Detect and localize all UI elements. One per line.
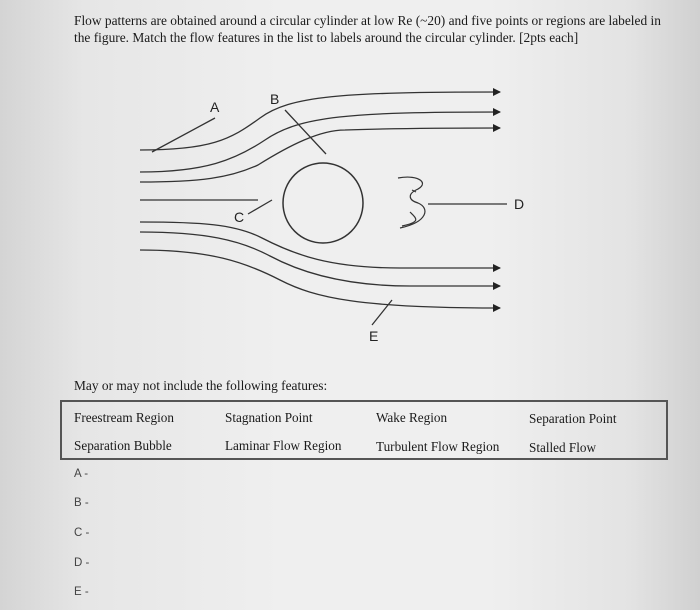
streamline-lower-2 xyxy=(140,232,500,286)
feature-item: Wake Region xyxy=(376,410,448,425)
label-e: E xyxy=(369,328,379,344)
feature-item: Stalled Flow xyxy=(529,440,597,455)
leader-a xyxy=(152,118,215,152)
answer-c[interactable]: C - xyxy=(74,527,90,539)
streamline-upper-1 xyxy=(140,92,500,150)
wake-vortex xyxy=(398,177,425,228)
features-table xyxy=(60,400,668,460)
feature-item: Laminar Flow Region xyxy=(225,438,342,453)
answer-d[interactable]: D - xyxy=(74,557,90,569)
cylinder xyxy=(283,163,363,243)
streamline-lower-1 xyxy=(140,222,500,268)
leader-c xyxy=(248,200,272,214)
leader-b xyxy=(285,110,326,154)
feature-item: Turbulent Flow Region xyxy=(376,439,500,454)
label-d: D xyxy=(514,196,525,212)
label-a: A xyxy=(210,99,220,115)
label-c: C xyxy=(234,209,245,225)
answer-b[interactable]: B - xyxy=(74,497,89,509)
feature-item: Separation Bubble xyxy=(74,438,172,453)
features-intro: May or may not include the following features: xyxy=(74,378,328,393)
feature-item: Stagnation Point xyxy=(225,410,313,425)
answer-a[interactable]: A - xyxy=(74,468,89,480)
answer-e[interactable]: E - xyxy=(74,586,89,598)
feature-item: Freestream Region xyxy=(74,410,174,425)
feature-item: Separation Point xyxy=(529,411,617,426)
label-b: B xyxy=(270,91,280,107)
streamline-upper-3 xyxy=(140,128,500,182)
question-text: Flow patterns are obtained around a circular cylinder at low Re (~20) and five points or regions are labeled in the figure. Match the flow features in the list to labels around the circular cylinder. [2pts each] xyxy=(74,13,661,45)
streamline-lower-3 xyxy=(140,250,500,308)
